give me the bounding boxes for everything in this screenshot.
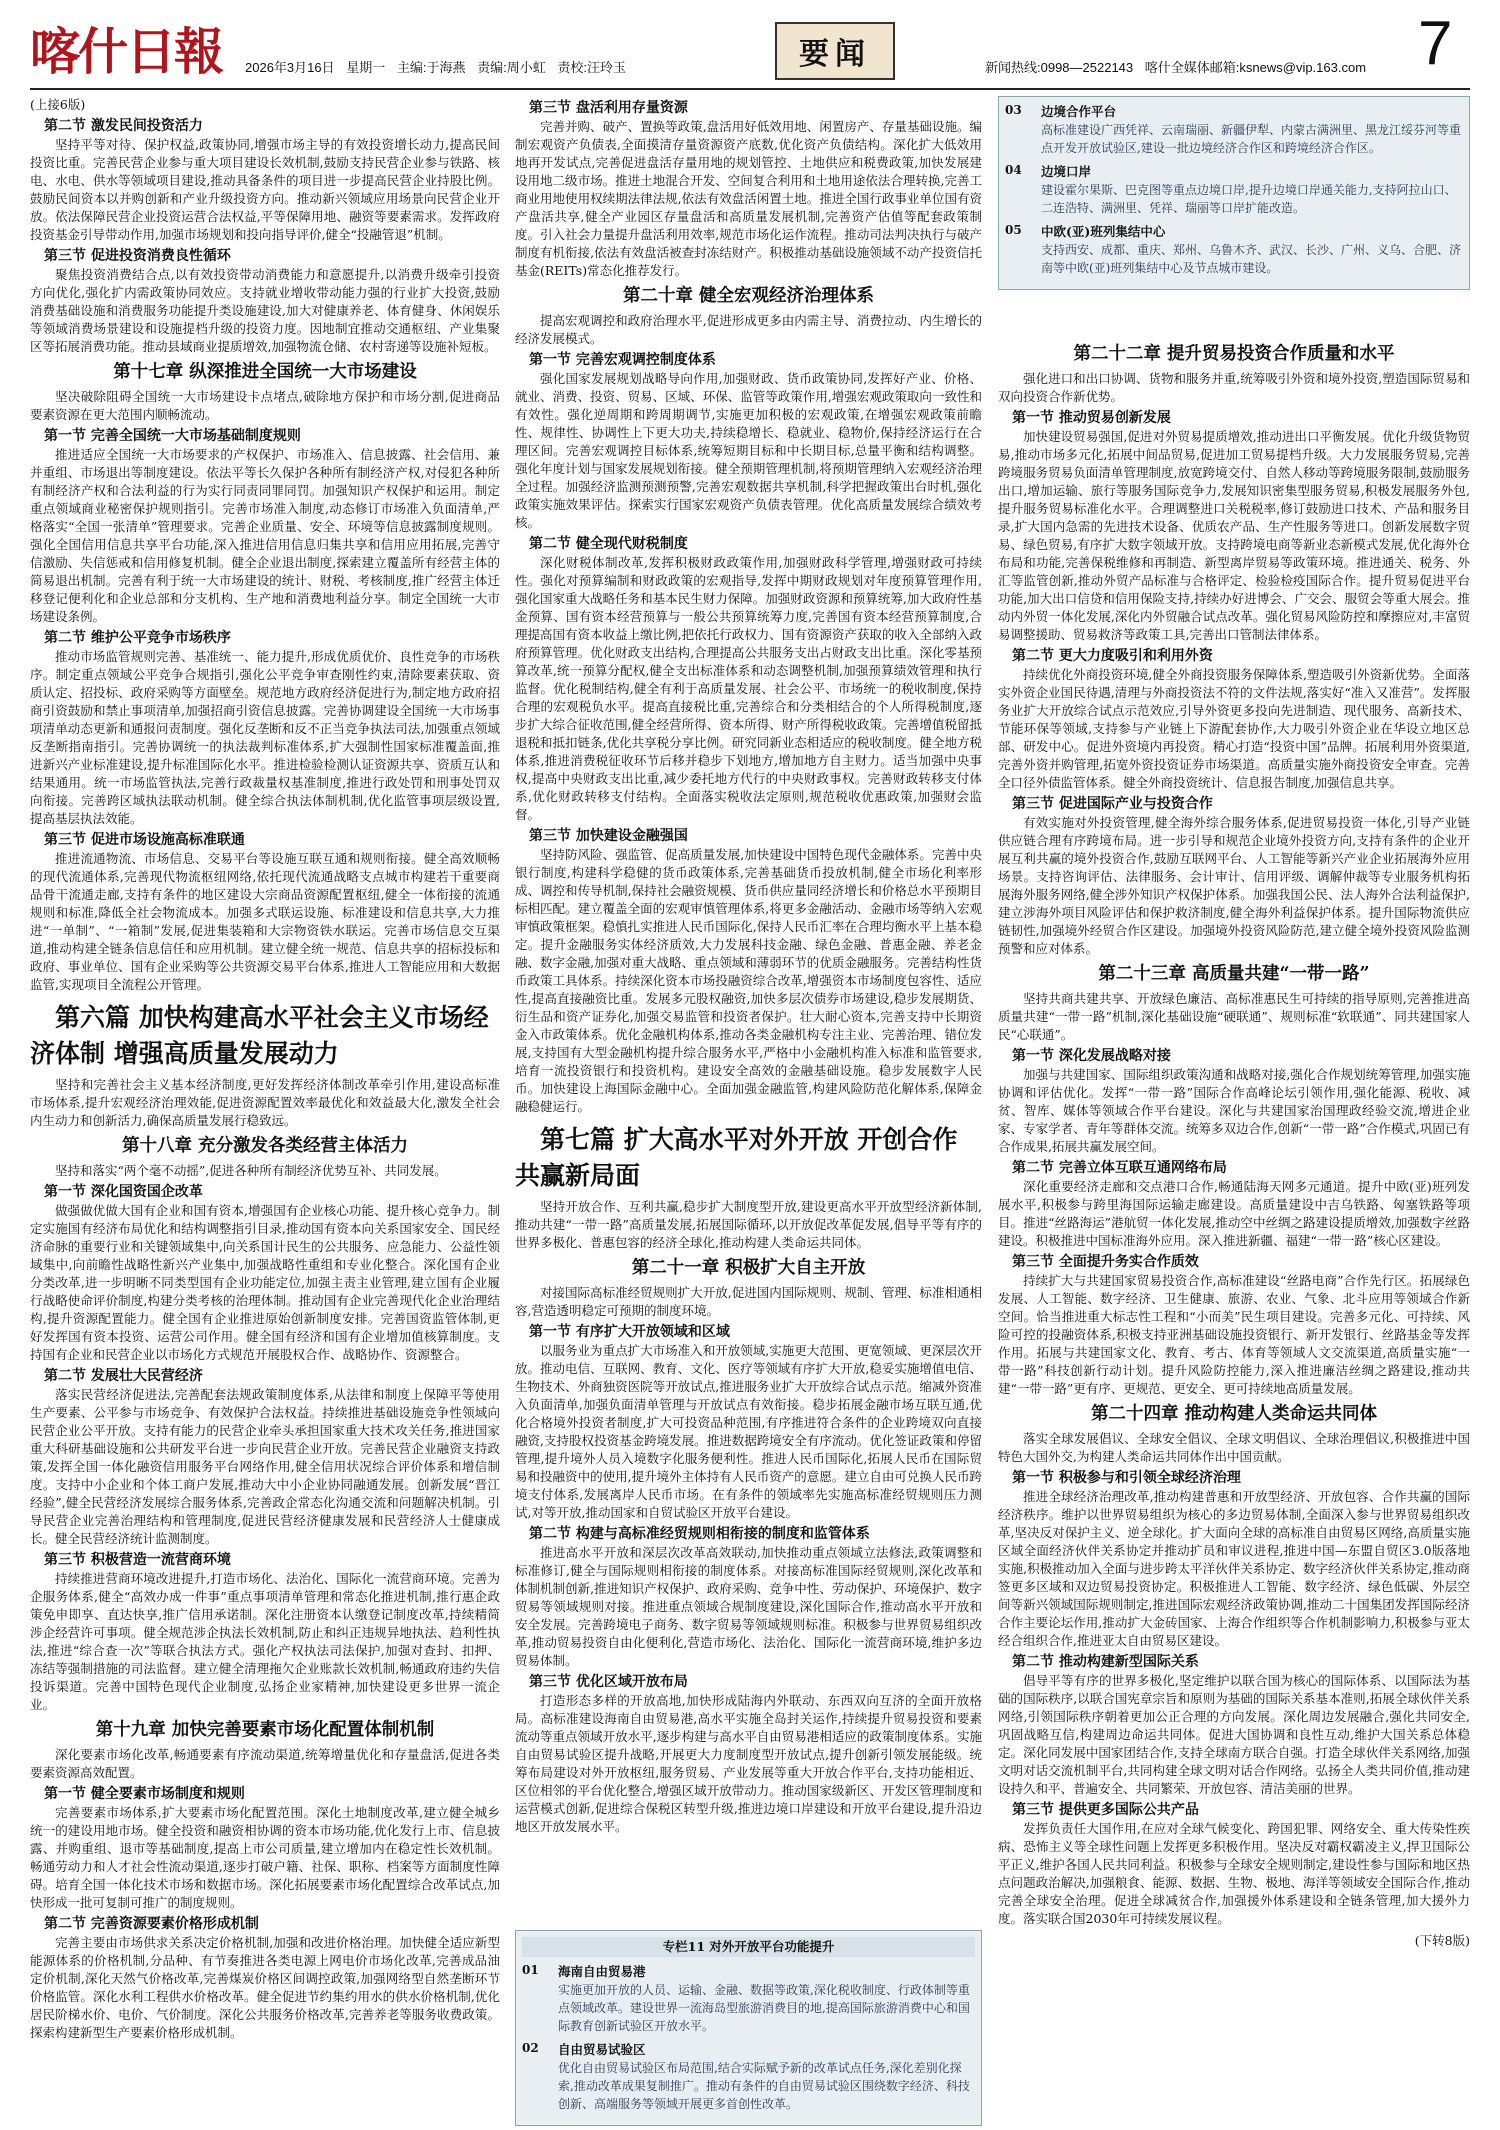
box-item (522, 2041, 975, 2113)
box-item-number: 05 (1005, 223, 1022, 237)
section-heading: 第一节 完善宏观调控制度体系 (529, 352, 716, 368)
continued-note: (上接6版) (30, 97, 86, 112)
media-email: 喀什全媒体邮箱:ksnews@vip.163.com (1144, 60, 1367, 75)
box-open-platforms (515, 1930, 982, 2126)
section-heading: 第二节 激发民间投资活力 (44, 118, 203, 134)
paragraph: 坚持共商共建共享、开放绿色廉洁、高标准惠民生可持续的指导原则,完善推进高质量共建“一带一路”机制,深化基础设施“硬联通”、规则标准“软联通”、同共建国家人民“心联通”。 (998, 991, 1470, 1042)
section-heading: 第二节 更大力度吸引和利用外资 (1012, 648, 1213, 664)
section-heading: 第三节 全面提升务实合作质效 (1012, 1254, 1199, 1270)
section-heading: 第一节 积极参与和引领全球经济治理 (1012, 1470, 1241, 1486)
paragraph: 落实全球发展倡议、全球安全倡议、全球文明倡议、全球治理倡议,积极推进中国特色大国外交,为构建人类命运共同体作出中国贡献。 (998, 1431, 1470, 1464)
paragraph: 完善并购、破产、置换等政策,盘活用好低效用地、闲置房产、存量基础设施。编制宏观资产负债表,全面摸清存量资源资产底数,优化资产负债结构。深化扩大低效用地再开发试点,完善促进盘活存量用地的规划管控、土地供应和税费政策,加快发展建设用地二级市场。推进土地混合开发、空间复合利用和土地用途依法合理转换,完善工商业用地使用权续期法律法规,依法有效盘活闲置土地。推进全国行政事业单位国有资产盘活共享,健全产业园区存量盘活和高质量发展机制,完善资产估值等配套政策制度。引入社会力量提升盘活利用效率,规范市场化运作流程。推动司法判决执行与破产制度有机衔接,依法有效盘活被查封冻结财产。积极推动基础设施领域不动产投资信托基金(REITs)常态化推荐发行。 (515, 119, 982, 278)
box-item (1005, 163, 1463, 217)
paragraph: 持续优化外商投资环境,健全外商投资服务保障体系,塑造吸引外资新优势。全面落实外资企业国民待遇,清理与外商投资法不符的文件法规,落实好“准入又准营”。发挥服务业扩大开放综合试点示范效应,引导外资更多投向先进制造、现代服务、高新技术、节能环保等领域,支持参与产业链上下游配套协作,大力吸引外资企业在华设立地区总部、研发中心。促进外资境内再投资。精心打造“投资中国”品牌。拓展利用外资渠道,完善外资并购管理,拓宽外资投资证券市场渠道。高质量实施外商投资安全审查。完善全口径外债监管体系。健全外商投资统计、信息报告制度,加强信息共享。 (998, 667, 1470, 790)
section-heading: 第三节 加快建设金融强国 (529, 828, 688, 844)
paragraph: 以服务业为重点扩大市场准入和开放领域,实施更大范围、更宽领域、更深层次开放。推动电信、互联网、教育、文化、医疗等领域有序扩大开放,稳妥实施增值电信、生物技术、外商独资医院等开放试点,推进服务业扩大开放综合试点示范。缩减外资准入负面清单,加强负面清单管理与开放试点有效衔接。稳步拓展金融市场互联互通,优化合格境外投资者制度,扩大可投资品种范围,有序推进符合条件的企业跨境双向直接融资,支持股权投资基金跨境发展。推进数据跨境安全有序流动。优化签证政策和停留管理,提升境外人员入境数字化服务便利性。推进人民币国际化,拓展人民币在国际贸易和投融资中的使用,提升境外主体持有人民币资产的意愿。建立自由可兑换人民币跨境支付体系,发展离岸人民币市场。在有条件的领域率先实施高标准经贸规则压力测试,对等开放,推动国家和自贸试验区开放平台建设。 (515, 1343, 982, 1520)
paragraph: 深化要素市场化改革,畅通要素有序流动渠道,统筹增量优化和存量盘活,促进各类要素资源高效配置。 (30, 1747, 500, 1780)
issue-weekday: 星期一 (346, 60, 386, 75)
section-heading: 第二节 健全现代财税制度 (529, 536, 688, 552)
paragraph: 加快建设贸易强国,促进对外贸易提质增效,推动进出口平衡发展。优化升级货物贸易,推动市场多元化,拓展中间品贸易,促进加工贸易提档升级。大力发展服务贸易,完善跨境服务贸易负面清单管理制度,放宽跨境交付、自然人移动等跨境服务限制,鼓励服务出口,增加运输、旅行等服务国际竞争力,发展知识密集型服务贸易,积极发展服务外包,提升服务贸易标准化水平。合理调整进口关税税率,修订鼓励进口技术、产品和服务目录,扩大国内急需的先进技术设备、优质农产品、生产性服务等进口。创新发展数字贸易、绿色贸易,有序扩大数字领域开放。支持跨境电商等新业态新模式发展,优化海外仓布局和功能,完善保税维修和再制造、新型离岸贸易等政策环境。推进通关、税务、外汇等监管创新,推动外贸产品标准与合格评定、检验检疫国际合作。提升贸易促进平台功能,加大出口信贷和信用保险支持,持续办好进博会、广交会、服贸会等重大展会。推动内外贸一体化发展,深化内外贸融合试点改革。强化贸易风险防控和摩擦应对,丰富贸易调整援助、贸易救济等政策工具,完善出口管制法律体系。 (998, 429, 1470, 642)
section-heading: 第二节 维护公平竞争市场秩序 (44, 630, 231, 646)
column-middle (515, 96, 982, 1836)
paragraph: 深化重要经济走廊和交点港口合作,畅通陆海天网多元通道。提升中欧(亚)班列发展水平,积极参与跨里海国际运输走廊建设。高质量建设中吉乌铁路、匈塞铁路等项目。推进“丝路海运”港航贸一体化发展,推动空中丝绸之路建设提质增效,加强数字丝路建设。积极推进中国标准海外应用。深入推进新疆、福建“一带一路”核心区建设。 (998, 1179, 1470, 1248)
paragraph: 提高宏观调控和政府治理水平,促进形成更多由内需主导、消费拉动、内生增长的经济发展模式。 (515, 313, 982, 346)
chapter-heading: 第二十三章 高质量共建“一带一路” (1098, 964, 1370, 984)
section-heading: 第一节 有序扩大开放领域和区域 (529, 1324, 730, 1340)
box-item-text: 优化自由贸易试验区布局范围,结合实际赋予新的改革试点任务,深化差别化探索,推动改革成果复制推广。推动有条件的自由贸易试验区围绕数字经济、科技创新、高端服务等领域开展更多首创性改革。 (558, 2061, 970, 2111)
paragraph: 推进流通物流、市场信息、交易平台等设施互联互通和规则衔接。健全高效顺畅的现代流通体系,完善现代物流枢纽网络,依托现代流通战略支点城市构建若干重要商品骨干流通走廊,支持有条件的地区建设大宗商品资源配置枢纽,健全一体衔接的流通规则和标准,降低全社会物流成本。加强多式联运设施、标准建设和信息共享,大力推进“一单制”、“一箱制”发展,促进集装箱和大宗物资铁水联运。完善市场信息交互渠道,推动构建全链条信息信任和应用机制。建立健全统一规范、信息共享的招标投标和政府、事业单位、国有企业采购等公共资源交易平台体系,推进人工智能应用和大数据监管,实现项目全流程公开管理。 (30, 851, 500, 992)
chapter-heading: 第二十四章 推动构建人类命运共同体 (1090, 1404, 1378, 1424)
page-header (0, 0, 1500, 92)
section-heading: 第三节 盘活利用存量资源 (529, 100, 688, 116)
feature-box-left (515, 1930, 982, 2126)
chapter-heading: 第二十二章 提升贸易投资合作质量和水平 (1073, 344, 1395, 364)
section-heading: 第一节 深化发展战略对接 (1012, 1048, 1171, 1064)
chief-editor: 主编:于海燕 (396, 60, 466, 75)
paragraph: 完善主要由市场供求关系决定价格机制,加强和改进价格治理。加快健全适应新型能源体系的价格机制,分品种、有节奏推进各类电源上网电价市场化改革,完善成品油定价机制,深化天然气价格改革,完善煤炭价格区间调控政策,加强网络型自然垄断环节价格监管。深化水利工程供水价格改革。健全促进节约集约用水的供水价格机制,优化居民阶梯水价、电价、气价制度。深化公共服务价格改革,完善养老等服务收费政策。探索构建新型生产要素价格形成机制。 (30, 1935, 500, 2040)
box-item-name: 边境口岸 (1041, 164, 1092, 179)
chapter-heading: 第十八章 充分激发各类经营主体活力 (121, 1136, 409, 1156)
paragraph: 做强做优做大国有企业和国有资本,增强国有企业核心功能、提升核心竞争力。制定实施国有经济布局优化和结构调整指引目录,推动国有资本向关系国家安全、国民经济命脉的重要行业和关键领域集中,向关系国计民生的公共服务、应急能力、公益性领域集中,向前瞻性战略性新兴产业集中,加强战略性重组和专业化整合。深化国有企业分类改革,进一步明晰不同类型国有企业功能定位,加强主责主业管理,建立国有企业履行战略使命评价制度,构建分类考核的治理体制。推动国有企业完善现代化企业治理结构,提升资源配置能力。健全国有企业推进原始创新制度安排。完善国资监管体制,更好发挥国有资本投资、运营公司作用。健全国有经济和国有企业增加值核算制度。支持国有企业和民营企业以市场化方式规范开展股权合作、战略协作、资源整合。 (30, 1203, 500, 1362)
chapter-heading: 第十九章 加快完善要素市场化配置体制机制 (95, 1720, 435, 1740)
paragraph: 持续推进营商环境改进提升,打造市场化、法治化、国际化一流营商环境。完善为企服务体系,健全“高效办成一件事”重点事项清单管理和常态化推进机制,推行惠企政策免申即享、直达快享,推广信用承诺制。深化注册资本认缴登记制度改革,持续精简涉企经营许可事项。健全规范涉企执法长效机制,防止和纠正违规异地执法、趋利性执法,推进“综合查一次”等联合执法方式。强化产权执法司法保护,加强对查封、扣押、冻结等强制措施的司法监督。建立健全清理拖欠企业账款长效机制,畅通政府违约失信投诉渠道。完善中国特色现代企业制度,弘扬企业家精神,加快建设更多世界一流企业。 (30, 1571, 500, 1712)
feature-box-right (998, 96, 1470, 290)
section-heading: 第二节 完善资源要素价格形成机制 (44, 1916, 259, 1932)
section-heading: 第三节 促进投资消费良性循环 (44, 248, 231, 264)
paragraph: 推进全球经济治理改革,推动构建普惠和开放型经济、开放包容、合作共赢的国际经济秩序。维护以世界贸易组织为核心的多边贸易体制,全面深入参与世界贸易组织改革,坚决反对保护主义、逆全球化。扩大面向全球的高标准自由贸易区网络,高质量实施区域全面经济伙伴关系协定并推动扩员和审议进程,推进中国—东盟自贸区3.0版落地实施,积极推动加入全面与进步跨太平洋伙伴关系协定、数字经济伙伴关系协定,推动商签更多区域和双边贸易投资协定。积极推进人工智能、数字经济、绿色低碳、外层空间等新兴领域国际规则制定,推进国际宏观经济政策协调,推动二十国集团发挥国际经济合作主要论坛作用,推动扩大金砖国家、上海合作组织等合作机制影响力,积极参与亚太经合组织合作,推进亚太自由贸易区建设。 (998, 1489, 1470, 1648)
section-heading: 第二节 完善立体互联互通网络布局 (1012, 1160, 1227, 1176)
paragraph: 推进适应全国统一大市场要求的产权保护、市场准入、信息披露、社会信用、兼并重组、市场退出等制度建设。依法平等长久保护各种所有制经济产权,对侵犯各种所有制经济产权和合法利益的行为实行同责同罪同罚。加强知识产权保护和运用。制定重点领域商业秘密保护规则指引。完善市场准入制度,动态修订市场准入负面清单,严格落实“全国一张清单”管理要求。完善企业质量、安全、环境等信息披露制度规则。强化全国信用信息共享平台功能,深入推进信用信息归集共享和信用应用拓展,完善守信激励、失信惩戒和信用修复机制。健全企业退出制度,探索建立覆盖所有经营主体的简易退出机制。完善有利于统一大市场建设的统计、财税、考核制度,推广经营主体迁移登记便利化和企业总部和分支机构、生产地和消费地利益分享。制定全国统一大市场建设条例。 (30, 447, 500, 624)
paragraph: 落实民营经济促进法,完善配套法规政策制度体系,从法律和制度上保障平等使用生产要素、公平参与市场竞争、有效保护合法权益。持续推进基础设施竞争性领域向民营企业公平开放。支持有能力的民营企业牵头承担国家重大技术攻关任务,推进国家重大科研基础设施和公共研发平台进一步向民营企业开放。完善民营企业融资支持政策,发挥全国一体化融资信用服务平台网络作用,健全信用状况综合评价体系和增信制度。支持中小企业和个体工商户发展,推动大中小企业协同融通发展。创新发展“晋江经验”,健全民营经济发展综合服务体系,完善政企常态化沟通交流和问题解决机制。引导民营企业完善治理结构和管理制度,促进民营经济健康发展和民营经济人士健康成长。健全民营经济统计监测制度。 (30, 1387, 500, 1546)
paragraph: 有效实施对外投资管理,健全海外综合服务体系,促进贸易投资一体化,引导产业链供应链合理有序跨境布局。进一步引导和规范企业境外投资方向,支持有条件的企业开展互利共赢的境外投资合作,鼓励互联网平台、人工智能等新兴产业企业拓展海外应用场景。支持咨询评估、法律服务、会计审计、信用评级、调解仲裁等专业服务机构拓展海外服务网络,健全涉外知识产权保护体系。加强我国公民、法人海外合法利益保护,建立涉海外项目风险评估和保护救济制度,健全海外利益保护体系。提升国际物流供应链韧性,加强境外经贸合作区建设。加强境外投资风险防范,建立健全境外投资风险监测预警和应对体系。 (998, 815, 1470, 956)
page-number: 7 (1418, 9, 1453, 78)
paragraph: 坚持防风险、强监管、促高质量发展,加快建设中国特色现代金融体系。完善中央银行制度,构建科学稳健的货币政策体系,完善基础货币投放机制,健全市场化利率形成、调控和传导机制,保持社会融资规模、货币供应量同经济增长和价格总水平预期目标相匹配。建立覆盖全面的宏观审慎管理体系,将更多金融活动、金融市场等纳入宏观审慎政策框架。稳慎扎实推进人民币国际化,保持人民币汇率在合理均衡水平上基本稳定。提升金融服务实体经济质效,大力发展科技金融、绿色金融、普惠金融、养老金融、数字金融,加强对重大战略、重点领域和薄弱环节的优质金融服务。完善结构性货币政策工具体系。持续深化资本市场投融资综合改革,增强资本市场制度包容性、适应性,提高直接融资比重。发展多元股权融资,加快多层次债券市场建设,稳步发展期货、衍生品和资产证券化,加强交易监管和投资者保护。壮大耐心资本,完善支持中长期资金入市政策体系。优化金融机构体系,推动各类金融机构专注主业、完善治理、错位发展,支持国有大型金融机构提升综合服务水平,严格中小金融机构准入标准和监管要求,培育一流投资银行和投资机构。建设安全高效的金融基础设施。稳步发展数字人民币。加快建设上海国际金融中心。全面加强金融监管,构建风险防范化解体系,保障金融稳健运行。 (515, 847, 982, 1114)
paragraph: 强化进口和出口协调、货物和服务并重,统筹吸引外资和境外投资,塑造国际贸易和双向投资合作新优势。 (998, 371, 1470, 404)
box-item-text: 支持西安、成都、重庆、郑州、乌鲁木齐、武汉、长沙、广州、义乌、合肥、济南等中欧(亚)班列集结中心及节点城市建设。 (1041, 243, 1462, 275)
section-heading: 第三节 积极营造一流营商环境 (44, 1552, 231, 1568)
news-hotline: 新闻热线:0998—2522143 (985, 60, 1134, 75)
paragraph: 推进高水平开放和深层次改革高效联动,加快推动重点领域立法修法,政策调整和标准修订,健全与国际规则相衔接的制度体系。对接高标准国际经贸规则,深化改革和体制机制创新,推进知识产权保护、政府采购、竞争中性、劳动保护、环境保护、数字贸易等领域规则对接。推进重点领域合规制度建设,深化国际合作,推动高水平开放和安全发展。完善跨境电子商务、数字贸易等领域规则标准。积极参与世界贸易组织改革,推动贸易投资自由化便利化,营造市场化、法治化、国际化一流营商环境,维护多边贸易体制。 (515, 1545, 982, 1668)
box-item-name: 中欧(亚)班列集结中心 (1041, 224, 1166, 239)
box-item-number: 04 (1005, 163, 1022, 177)
box-item-number: 03 (1005, 103, 1022, 117)
proofreader: 责校:汪玲玉 (557, 60, 627, 75)
continued-to-next-page: (下转8版) (1414, 1933, 1470, 1948)
section-heading: 第三节 促进国际产业与投资合作 (1012, 796, 1213, 812)
paragraph: 深化财税体制改革,发挥积极财政政策作用,加强财政科学管理,增强财政可持续性。强化对预算编制和财政政策的宏观指导,发挥中期财政规划对年度预算管理作用,强化国家重大战略任务和基本民生财力保障。加强财政资源和预算统筹,加大政府性基金预算、国有资本经营预算与一般公共预算统筹力度,完善国有资本经营预算制度,合理提高国有资本收益上缴比例,把依托行政权力、国有资源资产获取的收入全部纳入政府预算管理。优化财政支出结构,合理提高公共服务支出占财政支出比重。深化零基预算改革,统一预算分配权,健全支出标准体系和动态调整机制,加强预算绩效管理和执行监督。优化税制结构,健全有利于高质量发展、社会公平、市场统一的税收制度,保持合理的宏观税负水平。提高直接税比重,完善综合和分类相结合的个人所得税制度,逐步扩大综合征收范围,健全经营所得、资本所得、财产所得税收政策。完善增值税留抵退税和抵扣链条,优化共享税分享比例。研究同新业态相适应的税收制度。健全地方税体系,推进消费税征收环节后移并稳步下划地方,增加地方自主财力。适当加强中央事权,提高中央财政支出比重,减少委托地方代行的中央财政事权。完善财政转移支付体系,优化财政转移支付结构。全面落实税收法定原则,规范税收优惠政策,加强财会监督。 (515, 555, 982, 822)
section-heading: 第一节 深化国资国企改革 (44, 1184, 203, 1200)
paragraph: 持续扩大与共建国家贸易投资合作,高标准建设“丝路电商”合作先行区。拓展绿色发展、人工智能、数字经济、卫生健康、旅游、农业、气象、北斗应用等领域合作新空间。恰当推进重大标志性工程和“小而美”民生项目建设。完善多元化、可持续、风险可控的投融资体系,积极支持亚洲基础设施投资银行、新开发银行、丝路基金等发挥作用。拓展与共建国家文化、教育、考古、体育等领域人文交流渠道,高质量实施“一带一路”科技创新行动计划。提升风险防控能力,深入推进廉洁丝绸之路建设,推动共建“一带一路”更有序、更规范、更安全、更可持续地高质量发展。 (998, 1273, 1470, 1396)
box-item (522, 1963, 975, 2035)
section-heading: 第一节 完善全国统一大市场基础制度规则 (44, 428, 301, 444)
box-item-text: 建设霍尔果斯、巴克图等重点边境口岸,提升边境口岸通关能力,支持阿拉山口、二连浩特、满洲里、凭祥、瑞丽等口岸扩能改造。 (1041, 183, 1457, 215)
part-heading: 第六篇 加快构建高水平社会主义市场经济体制 增强高质量发展动力 (30, 1003, 489, 1068)
duty-editor: 责编:周小虹 (477, 60, 546, 75)
column-right (998, 338, 1470, 1950)
paragraph: 坚持开放合作、互利共赢,稳步扩大制度型开放,建设更高水平开放型经济新体制,推动共建“一带一路”高质量发展,拓展国际循环,以开放促改革促发展,倡导平等有序的世界多极化、普惠包容的经济全球化,推动构建人类命运共同体。 (515, 1199, 982, 1250)
paragraph: 加强与共建国家、国际组织政策沟通和战略对接,强化合作规划统筹管理,加强实施协调和评估优化。发挥“一带一路”国际合作高峰论坛引领作用,强化能源、税收、减贫、智库、媒体等领域合作平台建设。深化与共建国家治国理政经验交流,增进企业家、专家学者、青年等群体交流。统筹多双边合作,创新“一带一路”合作模式,巩固已有合作成果,拓展共赢发展空间。 (998, 1067, 1470, 1154)
paragraph: 坚决破除阻碍全国统一大市场建设卡点堵点,破除地方保护和市场分割,促进商品要素资源在更大范围内顺畅流动。 (30, 389, 500, 422)
paragraph: 坚持平等对待、保护权益,政策协同,增强市场主导的有效投资增长动力,提高民间投资比重。完善民营企业参与重大项目建设长效机制,鼓励支持民营企业参与铁路、核电、水电、供水等领域项目建设,推动具备条件的项目进一步提高民营企业持股比例。鼓励民间资本以并购创新和产业升级投资方向。推动新兴领域应用场景向民营企业开放。依法保障民营企业投资运营合法权益,平等保障用地、融资等要素需求。发挥政府投资基金引导带动作用,加强市场规划和投向指导评价,健全“投融管退”机制。 (30, 137, 500, 242)
section-heading: 第三节 优化区域开放布局 (529, 1674, 688, 1690)
section-heading: 第一节 推动贸易创新发展 (1012, 410, 1171, 426)
chapter-heading: 第二十章 健全宏观经济治理体系 (622, 286, 875, 306)
issue-date: 2026年3月16日 (245, 60, 335, 75)
header-rule (30, 88, 1470, 90)
box-item-name: 边境合作平台 (1041, 104, 1117, 119)
section-heading: 第三节 提供更多国际公共产品 (1012, 1802, 1199, 1818)
box-border-platforms (998, 96, 1470, 290)
paragraph: 强化国家发展规划战略导向作用,加强财政、货币政策协同,发挥好产业、价格、就业、消费、投资、贸易、区域、环保、监管等政策作用,增强宏观政策取向一致性和有效性。强化逆周期和跨周期调节,实施更加积极的宏观政策,在增强宏观政策前瞻性、规律性、协调性上下更大功夫,持续稳增长、稳就业、稳物价,保持经济运行在合理区间。完善宏观调控目标体系,统筹短期目标和中长期目标,总量平衡和结构调整。强化年度计划与国家发展规划衔接。健全预期管理机制,将预期管理纳入宏观经济治理全过程。加强经济监测预测预警,完善宏观数据共享机制,科学把握政策出台时机,强化政策实施效果评估。探索实行国家宏观资产负债表管理。优化高质量发展综合绩效考核。 (515, 371, 982, 530)
paragraph: 发挥负责任大国作用,在应对全球气候变化、跨国犯罪、网络安全、重大传染性疾病、恐怖主义等全球性问题上发挥更多积极作用。坚决反对霸权霸凌主义,捍卫国际公平正义,维护各国人民共同利益。积极参与全球安全规则制定,建设性参与国际和地区热点问题政治解决,加强粮食、能源、数据、生物、极地、海洋等领域安全国际合作,推动完善全球安全治理。促进全球减贫合作,加强援外体系建设和全链条管理,加大援外力度。落实联合国2030年可持续发展议程。 (998, 1821, 1470, 1926)
section-heading: 第二节 推动构建新型国际关系 (1012, 1654, 1199, 1670)
paragraph: 完善要素市场体系,扩大要素市场化配置范围。深化土地制度改革,建立健全城乡统一的建设用地市场。健全投资和融资相协调的资本市场功能,优化发行上市、信息披露、并购重组、退市等基础制度,提高上市公司质量,建立增加内在稳定性长效机制。畅通劳动力和人才社会性流动渠道,逐步打破户籍、社保、职称、档案等方面制度性障碍。培育全国一体化技术市场和数据市场。深化拓展要素市场化配置综合改革试点,加快形成一批可复制可推广的制度规则。 (30, 1805, 500, 1910)
paragraph: 对接国际高标准经贸规则扩大开放,促进国内国际规则、规制、管理、标准相通相容,营造透明稳定可预期的制度环境。 (515, 1285, 982, 1318)
section-heading: 第一节 健全要素市场制度和规则 (44, 1786, 245, 1802)
chapter-heading: 第十七章 纵深推进全国统一大市场建设 (113, 362, 417, 382)
paragraph: 聚焦投资消费结合点,以有效投资带动消费能力和意愿提升,以消费升级牵引投资方向优化,强化扩内需政策协同效应。支持就业增收带动能力强的行业扩大投资,鼓励消费基础设施和消费服务功能提升类设施建设,加大对健康养老、体育健身、休闲娱乐等领域消费场景建设和设施提档升级的投资力度。因地制宜推动交通枢纽、产业集聚区等拓展消费功能。推动县域商业提质增效,加强物流仓储、农村寄递等设施补短板。 (30, 267, 500, 354)
paragraph: 倡导平等有序的世界多极化,坚定维护以联合国为核心的国际体系、以国际法为基础的国际秩序,以联合国宪章宗旨和原则为基础的国际关系基本准则,拓展全球伙伴关系网络,引领国际秩序朝着更加公正合理的方向发展。深化周边发展融合,强化共同安全,巩固战略互信,构建周边命运共同体。促进大国协调和良性互动,维护大国关系总体稳定。深化同发展中国家团结合作,支持全球南方联合自强。打造全球伙伴关系网络,加强文明对话交流机制平台,共同构建全球文明对话合作网络。弘扬全人类共同价值,推动建设持久和平、普遍安全、共同繁荣、开放包容、清洁美丽的世界。 (998, 1673, 1470, 1796)
box-item (1005, 223, 1463, 277)
box-item-number: 01 (522, 1963, 539, 1977)
box-title: 专栏11 对外开放平台功能提升 (522, 1937, 975, 1957)
chapter-heading: 第二十一章 积极扩大自主开放 (631, 1258, 866, 1278)
section-label: 要闻 (775, 22, 895, 80)
section-heading: 第二节 构建与高标准经贸规则相衔接的制度和监管体系 (529, 1526, 870, 1542)
box-item-name: 自由贸易试验区 (558, 2042, 646, 2057)
paragraph: 坚持和完善社会主义基本经济制度,更好发挥经济体制改革牵引作用,建设高标准市场体系,提升宏观经济治理效能,促进资源配置效率最优化和效益最大化,激发全社会内生动力和创新活力,确保高质量发展行稳致远。 (30, 1077, 500, 1128)
box-item-name: 海南自由贸易港 (558, 1964, 646, 1979)
part-heading: 第七篇 扩大高水平对外开放 开创合作共赢新局面 (515, 1125, 958, 1190)
box-item-text: 高标准建设广西凭祥、云南瑞丽、新疆伊犁、内蒙古满洲里、黑龙江绥芬河等重点开发开放试验区,建设一批边境经济合作区和跨境经济合作区。 (1041, 123, 1462, 155)
box-item (1005, 103, 1463, 157)
issue-info (245, 57, 634, 76)
masthead-logo: 喀什日報 (30, 22, 222, 81)
paragraph: 坚持和落实“两个毫不动摇”,促进各种所有制经济优势互补、共同发展。 (55, 1163, 447, 1178)
box-item-number: 02 (522, 2041, 539, 2055)
box-item-text: 实施更加开放的人员、运输、金融、数据等政策,深化税收制度、行政体制等重点领域改革。建设世界一流海岛型旅游消费目的地,提高国际旅游消费中心和国际教育创新试验区开放水平。 (558, 1983, 970, 2033)
column-left (30, 96, 500, 2042)
contact-info (985, 57, 1374, 76)
section-heading: 第二节 发展壮大民营经济 (44, 1368, 203, 1384)
section-heading: 第三节 促进市场设施高标准联通 (44, 832, 245, 848)
paragraph: 打造形态多样的开放高地,加快形成陆海内外联动、东西双向互济的全面开放格局。高标准建设海南自由贸易港,高水平实施全岛封关运作,持续提升贸易投资和要素流动等重点领域开放水平,逐步构建与高水平自由贸易港相适应的政策制度体系。实施自由贸易试验区提升战略,开展更大力度制度型开放试点,提升创新引领发展能级。统筹布局建设对外开放枢纽,服务贸易、产业发展等重大开放合作平台,支持功能相近、区位相邻的平台优化整合,增强区域开放带动力。推动国家级新区、开发区管理制度和运营模式创新,促进综合保税区转型升级,推进边境口岸建设和开放平台建设,提升沿边地区开放发展水平。 (515, 1693, 982, 1834)
paragraph: 推动市场监管规则完善、基准统一、能力提升,形成优质优价、良性竞争的市场秩序。制定重点领域公平竞争合规指引,强化公平竞争审查刚性约束,清除要素获取、资质认定、招投标、政府采购等方面壁垒。规范地方政府经济促进行为,制定地方政府招商引资鼓励和禁止事项清单,加强招商引资信息披露。完善协调建设全国统一大市场事项清单动态更新和通报问责制度。强化反垄断和反不正当竞争执法司法,加强重点领域反垄断指南指引。完善协调统一的执法裁判标准体系,扩大强制性国家标准覆盖面,推进新兴产业标准建设,提升标准国际化水平。推进检验检测认证资源共享、资质互认和结果通用。统一市场监管执法,完善行政裁量权基准制度,推进行政处罚和刑事处罚双向衔接。完善跨区域执法联动机制。健全综合执法体制机制,优化监管事项层级设置,提高基层执法效能。 (30, 649, 500, 826)
